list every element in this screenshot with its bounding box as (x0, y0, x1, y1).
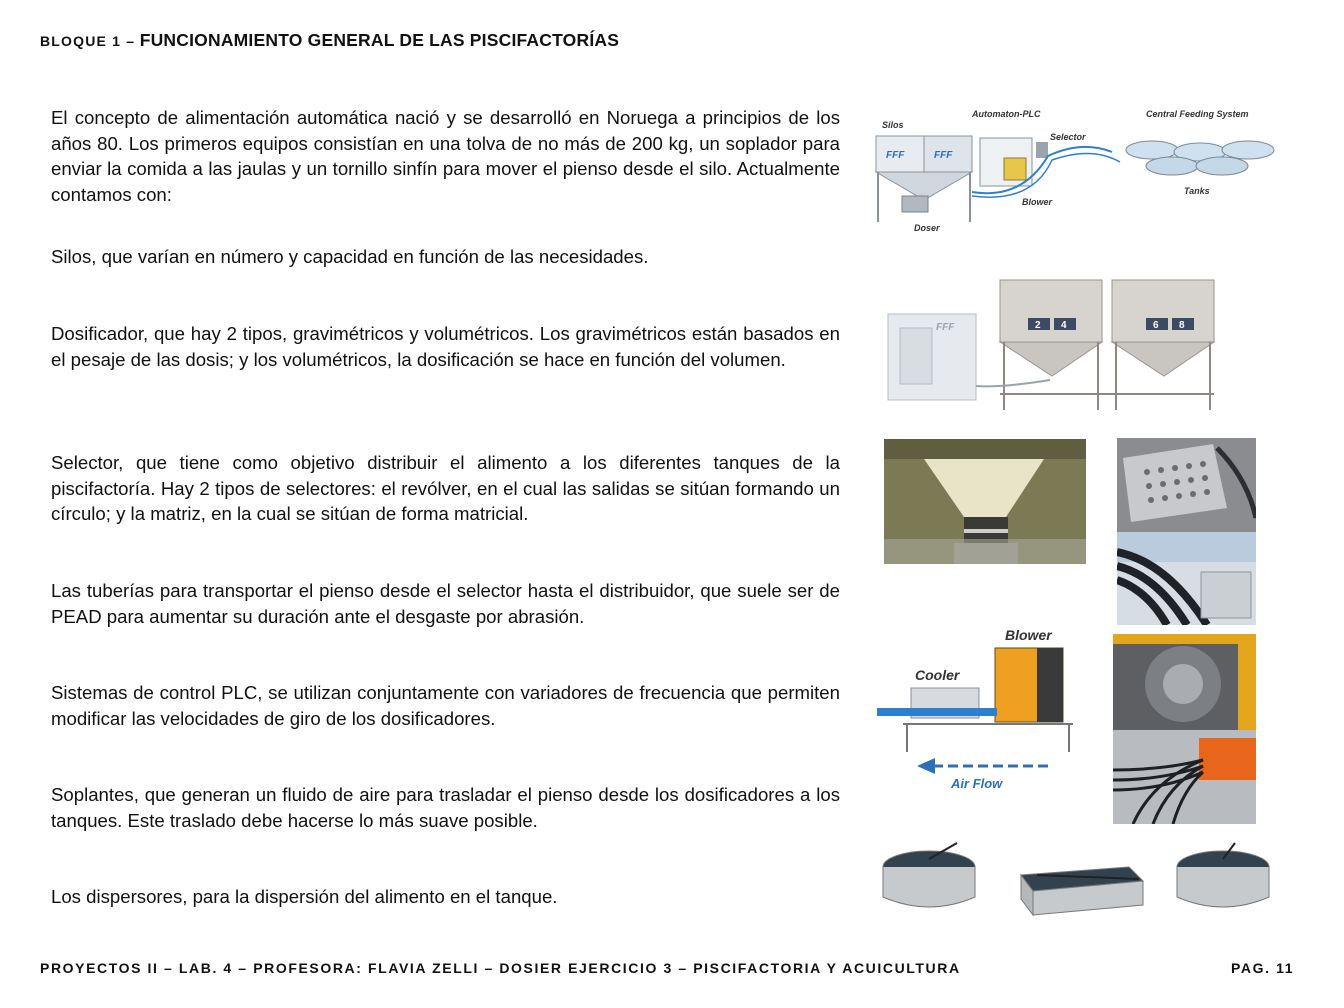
label-silos: Silos (882, 120, 904, 130)
paragraph-selector: Selector, que tiene como objetivo distribuir el alimento a los diferentes tanques de la piscifactoría. Hay 2 tipos de selectores: el revólver, en el cual las salidas se sitúan formando un círculo; y la matriz, en la cual se sitúan de forma matricial. (51, 452, 840, 524)
blower-internal-photo (1113, 634, 1256, 730)
pipes-photo (1117, 532, 1256, 625)
label-airflow: Air Flow (951, 776, 1003, 791)
hoses-photo (1113, 730, 1256, 824)
header-title: FUNCIONAMIENTO GENERAL DE LAS PISCIFACTORÍAS (139, 30, 620, 50)
label-tanks: Tanks (1184, 186, 1210, 196)
label-cooler: Cooler (915, 667, 960, 683)
label-doser: Doser (914, 223, 940, 233)
silo-logo-left: FFF (886, 150, 905, 161)
silo-logo-right: FFF (934, 150, 953, 161)
silo-number-6: 6 (1153, 320, 1159, 331)
dispersers-tanks-photo (861, 839, 1291, 919)
footer-course-info: PROYECTOS II – LAB. 4 – PROFESORA: FLAVIA ZELLI – DOSIER EJERCICIO 3 – PISCIFACTORIA Y ACUICULTURA (40, 960, 961, 976)
paragraph-silos: Silos, que varían en número y capacidad en función de las necesidades. (51, 246, 649, 267)
paragraph-tuberias: Las tuberías para transportar el pienso desde el selector hasta el distribuidor, que suele ser de PEAD para aumentar su duración ante el desgaste por abrasión. (51, 580, 840, 627)
selector-photo (884, 439, 1086, 564)
label-selector: Selector (1050, 132, 1086, 142)
label-blower: Blower (1022, 197, 1053, 207)
cabinet-logo: FFF (936, 322, 955, 333)
header-prefix: BLOQUE 1 – (40, 33, 136, 49)
page-header (40, 30, 619, 51)
footer-page-number: PAG. 11 (1231, 960, 1295, 976)
label-automaton: Automaton-PLC (972, 109, 1041, 119)
paragraph-dispersores: Los dispersores, para la dispersión del alimento en el tanque. (51, 886, 558, 907)
silo-number-8: 8 (1179, 320, 1185, 331)
label-central-feeding: Central Feeding System (1146, 109, 1249, 119)
feeding-system-diagram (862, 100, 1284, 235)
blower-diagram (873, 608, 1097, 804)
silos-photo (880, 276, 1282, 418)
silo-number-2: 2 (1035, 320, 1041, 331)
paragraph-dosificador: Dosificador, que hay 2 tipos, gravimétricos y volumétricos. Los gravimétricos están basados en el pesaje de las dosis; y los volumétricos, la dosificación se hace en función del volumen. (51, 323, 840, 370)
matrix-selector-photo (1117, 438, 1256, 532)
paragraph-plc: Sistemas de control PLC, se utilizan conjuntamente con variadores de frecuencia que permiten modificar las velocidades de giro de los dosificadores. (51, 682, 840, 729)
silo-number-4: 4 (1061, 320, 1067, 331)
paragraph-soplantes: Soplantes, que generan un fluido de aire para trasladar el pienso desde los dosificadores a los tanques. Este traslado debe hacerse lo más suave posible. (51, 784, 840, 831)
label-blower-2: Blower (1005, 627, 1052, 643)
paragraph-intro: El concepto de alimentación automática nació y se desarrolló en Noruega a principios de los años 80. Los primeros equipos consistían en una tolva de no más de 200 kg, un soplador para enviar la comida a las jaulas y un tornillo sinfín para mover el pienso desde el silo. Actualmente contamos con: (51, 107, 840, 205)
